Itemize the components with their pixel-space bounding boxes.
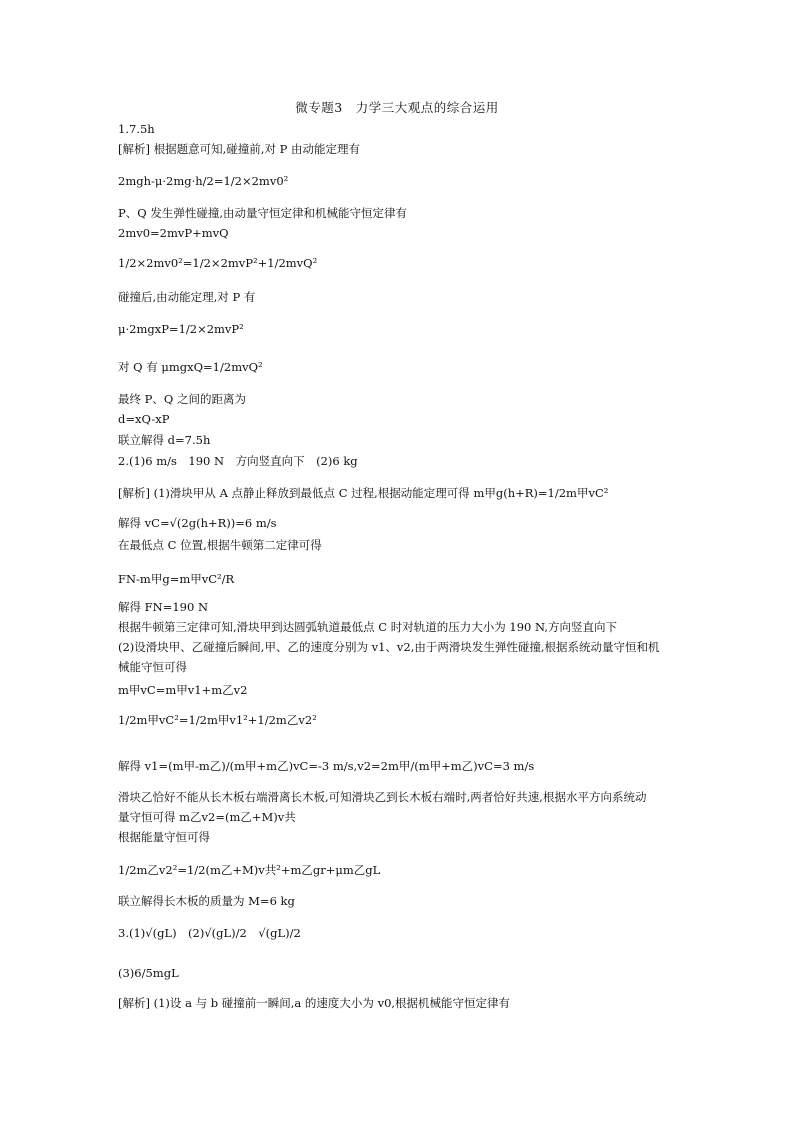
text-line: 1.7.5h: [118, 122, 155, 136]
text-line: P、Q 发生弹性碰撞,由动量守恒定律和机械能守恒定律有: [118, 206, 407, 220]
text-line: 2mgh-μ·2mg·h/2=1/2×2mv0²: [118, 174, 289, 188]
text-line: 械能守恒可得: [118, 660, 187, 674]
text-line: 碰撞后,由动能定理,对 P 有: [118, 290, 256, 304]
text-line: 根据能量守恒可得: [118, 830, 210, 844]
text-line: (3)6/5mgL: [118, 966, 179, 980]
text-line: [解析] 根据题意可知,碰撞前,对 P 由动能定理有: [118, 142, 360, 156]
text-line: d=xQ-xP: [118, 412, 170, 426]
text-line: μ·2mgxP=1/2×2mvP²: [118, 322, 244, 336]
text-line: 1/2m乙v2²=1/2(m乙+M)v共²+m乙gr+μm乙gL: [118, 863, 381, 877]
text-line: 在最低点 C 位置,根据牛顿第二定律可得: [118, 538, 322, 552]
text-line: 3.(1)√(gL) (2)√(gL)/2 √(gL)/2: [118, 926, 301, 940]
text-line: 根据牛顿第三定律可知,滑块甲到达圆弧轨道最低点 C 时对轨道的压力大小为 190 N,方向竖直向下: [118, 620, 618, 634]
text-line: 联立解得 d=7.5h: [118, 433, 211, 447]
text-line: [解析] (1)设 a 与 b 碰撞前一瞬间,a 的速度大小为 v0,根据机械能守恒定律有: [118, 996, 511, 1010]
text-line: 联立解得长木板的质量为 M=6 kg: [118, 894, 295, 908]
text-line: 对 Q 有 μmgxQ=1/2mvQ²: [118, 360, 263, 374]
text-line: FN-m甲g=m甲vC²/R: [118, 572, 235, 586]
text-line: 1/2m甲vC²=1/2m甲v1²+1/2m乙v2²: [118, 713, 317, 727]
text-line: 解得 FN=190 N: [118, 600, 209, 614]
text-line: (2)设滑块甲、乙碰撞后瞬间,甲、乙的速度分别为 v1、v2,由于两滑块发生弹性碰撞,根据系统动量守恒和机: [118, 640, 660, 654]
text-line: 2mv0=2mvP+mvQ: [118, 226, 229, 240]
text-line: 最终 P、Q 之间的距离为: [118, 392, 246, 406]
text-line: 2.(1)6 m/s 190 N 方向竖直向下 (2)6 kg: [118, 454, 358, 468]
page-title: 微专题3 力学三大观点的综合运用: [295, 100, 499, 115]
text-line: 量守恒可得 m乙v2=(m乙+M)v共: [118, 810, 296, 824]
text-line: 1/2×2mv0²=1/2×2mvP²+1/2mvQ²: [118, 256, 318, 270]
text-line: 滑块乙恰好不能从长木板右端滑离长木板,可知滑块乙到长木板右端时,两者恰好共速,根据水平方向系统动: [118, 790, 647, 804]
text-line: m甲vC=m甲v1+m乙v2: [118, 683, 248, 697]
text-line: [解析] (1)滑块甲从 A 点静止释放到最低点 C 过程,根据动能定理可得 m甲g(h+R)=1/2m甲vC²: [118, 486, 609, 500]
text-line: 解得 vC=√(2g(h+R))=6 m/s: [118, 516, 277, 530]
text-line: 解得 v1=(m甲-m乙)/(m甲+m乙)vC=-3 m/s,v2=2m甲/(m甲+m乙)vC=3 m/s: [118, 759, 535, 773]
